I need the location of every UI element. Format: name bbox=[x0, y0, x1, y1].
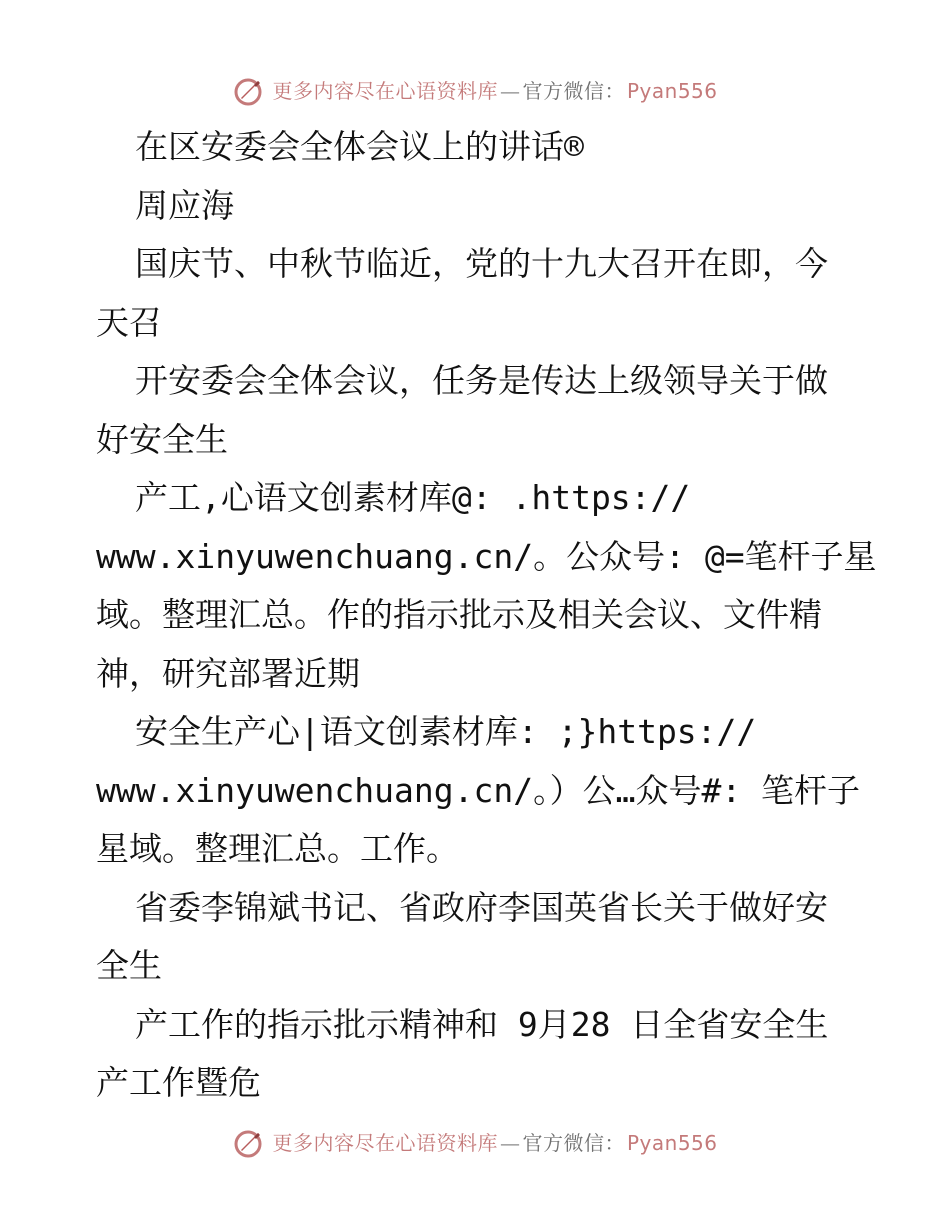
watermark-wechat-label: 官方微信： bbox=[522, 79, 625, 103]
watermark-wechat-id: Pyan556 bbox=[626, 1131, 718, 1155]
text-line: 产工,心语文创素材库@: .https:// bbox=[135, 478, 691, 517]
pen-logo-icon bbox=[232, 1126, 266, 1160]
text-line: 全生 bbox=[96, 946, 162, 985]
watermark-main-text: 更多内容尽在心语资料库 bbox=[272, 1131, 498, 1155]
text-line: 好安全生 bbox=[96, 419, 228, 459]
text-line: 天召 bbox=[96, 302, 162, 342]
text-line: 产工作暨危 bbox=[96, 1063, 261, 1102]
text-line: 神，研究部署近期 bbox=[96, 653, 360, 693]
watermark-dash: — bbox=[499, 79, 521, 103]
text-line: 周应海 bbox=[135, 185, 234, 225]
watermark-main-text: 更多内容尽在心语资料库 bbox=[272, 79, 498, 103]
watermark-wechat-id: Pyan556 bbox=[626, 79, 718, 103]
text-line: www.xinyuwenchuang.cn/。公众号: @=笔杆子星 bbox=[96, 536, 877, 576]
text-line: www.xinyuwenchuang.cn/。）公…众号#: 笔杆子 bbox=[96, 770, 861, 810]
text-line: 星域。整理汇总。工作。 bbox=[96, 829, 459, 868]
text-line: 国庆节、中秋节临近，党的十九大召开在即，今 bbox=[135, 244, 828, 283]
text-line: 域。整理汇总。作的指示批示及相关会议、文件精 bbox=[96, 595, 822, 634]
header-watermark bbox=[0, 74, 950, 108]
text-line: 在区安委会全体会议上的讲话® bbox=[135, 127, 584, 166]
footer-watermark bbox=[0, 1126, 950, 1160]
text-line: 开安委会全体会议，任务是传达上级领导关于做 bbox=[135, 361, 828, 400]
text-line: 安全生产心|语文创素材库: ;}https:// bbox=[135, 712, 757, 751]
watermark-dash: — bbox=[499, 1131, 521, 1155]
document-body bbox=[96, 118, 876, 1113]
text-line: 省委李锦斌书记、省政府李国英省长关于做好安 bbox=[135, 887, 828, 927]
watermark-wechat-label: 官方微信： bbox=[522, 1131, 625, 1155]
text-line: 产工作的指示批示精神和 9月28 日全省安全生 bbox=[135, 1004, 829, 1044]
pen-logo-icon bbox=[232, 74, 266, 108]
